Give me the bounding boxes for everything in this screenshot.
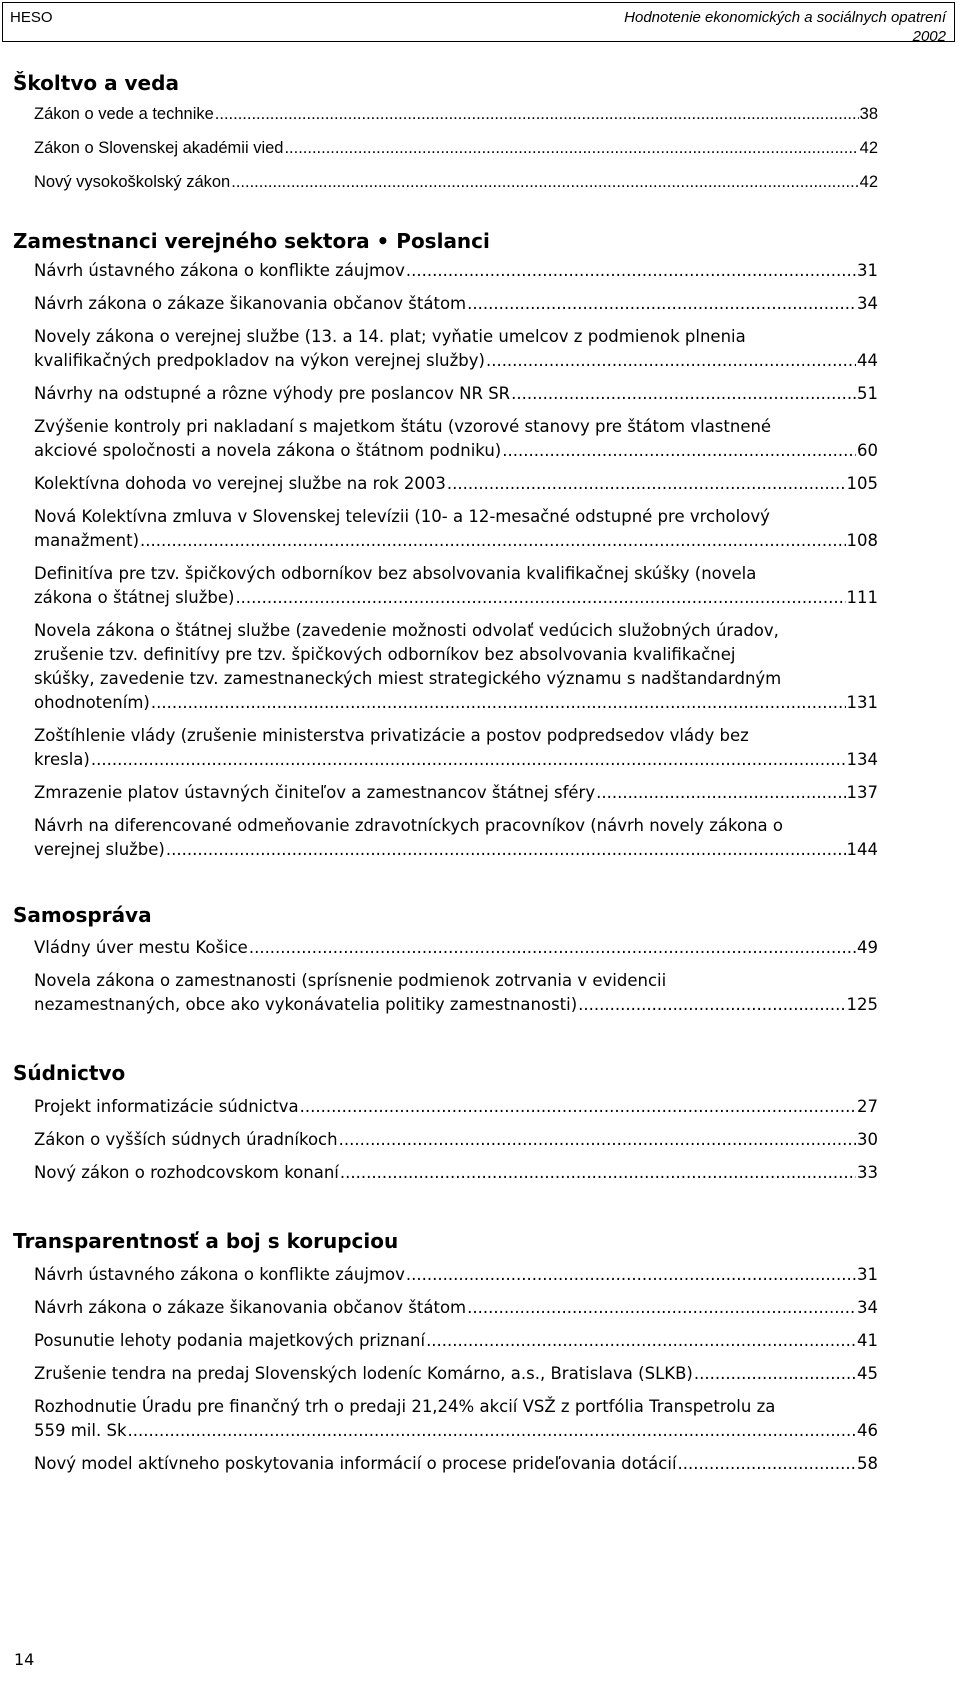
entry-page-number: 111	[846, 588, 878, 607]
entry-title-line: Novely zákona o verejnej službe (13. a 14. plat; vyňatie umelcov z podmienok plnenia	[34, 327, 746, 346]
entry-title-line: Novela zákona o štátnej službe (zavedenie možnosti odvolať vedúcich služobných úradov,	[34, 621, 779, 640]
entry-title: Posunutie lehoty podania majetkových priznaní	[34, 1331, 426, 1350]
entry-page-number: 58	[857, 1454, 878, 1473]
toc-entry[interactable]	[34, 292, 878, 316]
entry-title: Zákon o vyšších súdnych úradníkoch	[34, 1130, 338, 1149]
toc-entry[interactable]	[34, 472, 878, 496]
toc-entry[interactable]	[34, 1296, 878, 1320]
entry-page-number: 131	[846, 693, 878, 712]
dot-leader	[128, 1419, 857, 1443]
entry-title-line: Návrh na diferencované odmeňovanie zdravotníckych pracovníkov (návrh novely zákona o	[34, 816, 783, 835]
section-entries	[13, 1095, 878, 1185]
entry-title: Kolektívna dohoda vo verejnej službe na rok 2003	[34, 474, 446, 493]
toc-entry[interactable]	[34, 814, 878, 862]
toc-section	[13, 70, 878, 194]
entry-title-line: Nová Kolektívna zmluva v Slovenskej televízii (10- a 12-mesačné odstupné pre vrcholový	[34, 507, 770, 526]
entry-page-number: 60	[857, 441, 878, 460]
entry-page-number: 42	[859, 173, 878, 191]
entry-title-line: zrušenie tzv. definitívy pre tzv. špičkových odborníkov bez absolvovania kvalifikačnej	[34, 645, 736, 664]
entry-title: akciové spoločnosti a novela zákona o štátnom podniku)	[34, 441, 502, 460]
header-document-title: Hodnotenie ekonomických a sociálnych opatrení	[624, 9, 946, 26]
toc-entry[interactable]	[34, 1095, 878, 1119]
header-year: 2002	[912, 28, 946, 45]
entry-page-number: 105	[846, 474, 878, 493]
entry-title: Zrušenie tendra na predaj Slovenských lodeníc Komárno, a.s., Bratislava (SLKB)	[34, 1364, 693, 1383]
entry-title: zákona o štátnej službe)	[34, 588, 235, 607]
dot-leader	[231, 170, 858, 194]
toc-entry[interactable]	[34, 781, 878, 805]
page-number: 14	[14, 1650, 35, 1669]
entry-title: Zákon o Slovenskej akadémii vied	[34, 139, 284, 157]
dot-leader	[339, 1128, 856, 1152]
entry-title: ohodnotením)	[34, 693, 150, 712]
entry-title-line: Rozhodnutie Úradu pre finančný trh o predaji 21,24% akcií VSŽ z portfólia Transpetrolu za	[34, 1397, 776, 1416]
entry-page-number: 31	[857, 1265, 878, 1284]
dot-leader	[215, 102, 859, 126]
entry-page-number: 34	[857, 1298, 878, 1317]
entry-title: Návrh zákona o zákaze šikanovania občanov štátom	[34, 294, 467, 313]
dot-leader	[300, 1095, 856, 1119]
toc-entry[interactable]	[34, 505, 878, 553]
toc-entry[interactable]	[34, 170, 878, 194]
entry-title: Návrh ústavného zákona o konflikte záujmov	[34, 261, 405, 280]
dot-leader	[578, 993, 845, 1017]
table-of-contents	[13, 70, 878, 1476]
dot-leader	[406, 259, 856, 283]
toc-entry[interactable]	[34, 382, 878, 406]
entry-title: manažment)	[34, 531, 140, 550]
toc-entry[interactable]	[34, 562, 878, 610]
entry-title: Nový zákon o rozhodcovskom konaní	[34, 1163, 339, 1182]
toc-section	[13, 1060, 878, 1185]
entry-page-number: 49	[857, 938, 878, 957]
entry-page-number: 41	[857, 1331, 878, 1350]
dot-leader	[596, 781, 845, 805]
dot-leader	[486, 349, 856, 373]
toc-entry[interactable]	[34, 1329, 878, 1353]
entry-page-number: 30	[857, 1130, 878, 1149]
toc-entry[interactable]	[34, 1128, 878, 1152]
dot-leader	[91, 748, 846, 772]
dot-leader	[340, 1161, 856, 1185]
entry-title: nezamestnaných, obce ako vykonávatelia politiky zamestnanosti)	[34, 995, 578, 1014]
entry-page-number: 45	[857, 1364, 878, 1383]
header-left-label: HESO	[10, 9, 53, 26]
toc-entry[interactable]	[34, 1263, 878, 1287]
entry-page-number: 108	[846, 531, 878, 550]
toc-entry[interactable]	[34, 325, 878, 373]
entry-title: 559 mil. Sk	[34, 1421, 127, 1440]
entry-page-number: 27	[857, 1097, 878, 1116]
entry-page-number: 44	[857, 351, 878, 370]
dot-leader	[467, 292, 856, 316]
entry-title: kvalifikačných predpokladov na výkon verejnej služby)	[34, 351, 485, 370]
page-header	[2, 2, 955, 45]
toc-entry[interactable]	[34, 415, 878, 463]
dot-leader	[426, 1329, 856, 1353]
section-entries	[13, 1263, 878, 1476]
dot-leader	[235, 586, 845, 610]
entry-title: Zákon o vede a technike	[34, 105, 214, 123]
toc-entry[interactable]	[34, 969, 878, 1017]
entry-page-number: 134	[846, 750, 878, 769]
dot-leader	[447, 472, 846, 496]
section-title: Školtvo a veda	[13, 71, 179, 95]
toc-entry[interactable]	[34, 936, 878, 960]
entry-title: Návrh ústavného zákona o konflikte záujmov	[34, 1265, 405, 1284]
toc-section	[13, 902, 878, 1017]
section-entries	[13, 102, 878, 194]
section-title: Zamestnanci verejného sektora • Poslanci	[13, 229, 490, 253]
entry-page-number: 34	[857, 294, 878, 313]
dot-leader	[678, 1452, 856, 1476]
entry-page-number: 42	[859, 139, 878, 157]
section-title: Súdnictvo	[13, 1061, 126, 1085]
toc-entry[interactable]	[34, 619, 878, 715]
dot-leader	[166, 838, 846, 862]
dot-leader	[511, 382, 856, 406]
entry-title-line: skúšky, zavedenie tzv. zamestnaneckých miest strategického významu s nadštandardným	[34, 669, 782, 688]
entry-title-line: Novela zákona o zamestnanosti (sprísnenie podmienok zotrvania v evidencii	[34, 971, 667, 990]
dot-leader	[467, 1296, 856, 1320]
section-title: Transparentnosť a boj s korupciou	[13, 1229, 399, 1253]
dot-leader	[151, 691, 846, 715]
entry-page-number: 33	[857, 1163, 878, 1182]
dot-leader	[694, 1362, 856, 1386]
entry-title-line: Definitíva pre tzv. špičkových odborníkov bez absolvovania kvalifikačnej skúšky (novela	[34, 564, 757, 583]
entry-title-line: Zoštíhlenie vlády (zrušenie ministerstva privatizácie a postov podpredsedov vlády bez	[34, 726, 749, 745]
entry-title: Návrh zákona o zákaze šikanovania občanov štátom	[34, 1298, 467, 1317]
entry-title: Zmrazenie platov ústavných činiteľov a zamestnancov štátnej sféry	[34, 783, 596, 802]
entry-title-line: Zvýšenie kontroly pri nakladaní s majetkom štátu (vzorové stanovy pre štátom vlastnené	[34, 417, 772, 436]
entry-title: kresla)	[34, 750, 90, 769]
entry-title: Vládny úver mestu Košice	[34, 938, 248, 957]
dot-leader	[284, 136, 858, 160]
entry-title: Nový model aktívneho poskytovania informácií o procese prideľovania dotácií	[34, 1454, 677, 1473]
toc-entry[interactable]	[34, 259, 878, 283]
entry-page-number: 38	[859, 105, 878, 123]
entry-page-number: 51	[857, 384, 878, 403]
header-right-block	[624, 8, 946, 46]
entry-page-number: 31	[857, 261, 878, 280]
entry-page-number: 137	[846, 783, 878, 802]
dot-leader	[502, 439, 856, 463]
toc-entry[interactable]	[34, 136, 878, 160]
entry-title: Projekt informatizácie súdnictva	[34, 1097, 299, 1116]
section-entries	[13, 936, 878, 1017]
toc-section	[13, 228, 878, 862]
section-entries	[13, 259, 878, 862]
entry-title: verejnej službe)	[34, 840, 165, 859]
dot-leader	[249, 936, 856, 960]
toc-entry[interactable]	[34, 1452, 878, 1476]
toc-entry[interactable]	[34, 102, 878, 126]
toc-entry[interactable]	[34, 1161, 878, 1185]
toc-entry[interactable]	[34, 1395, 878, 1443]
entry-page-number: 125	[846, 995, 878, 1014]
section-title: Samospráva	[13, 903, 152, 927]
entry-page-number: 46	[857, 1421, 878, 1440]
entry-title: Návrhy na odstupné a rôzne výhody pre poslancov NR SR	[34, 384, 511, 403]
entry-title: Nový vysokoškolský zákon	[34, 173, 231, 191]
dot-leader	[140, 529, 845, 553]
toc-section	[13, 1228, 878, 1476]
toc-entry[interactable]	[34, 724, 878, 772]
dot-leader	[406, 1263, 856, 1287]
toc-entry[interactable]	[34, 1362, 878, 1386]
entry-page-number: 144	[846, 840, 878, 859]
